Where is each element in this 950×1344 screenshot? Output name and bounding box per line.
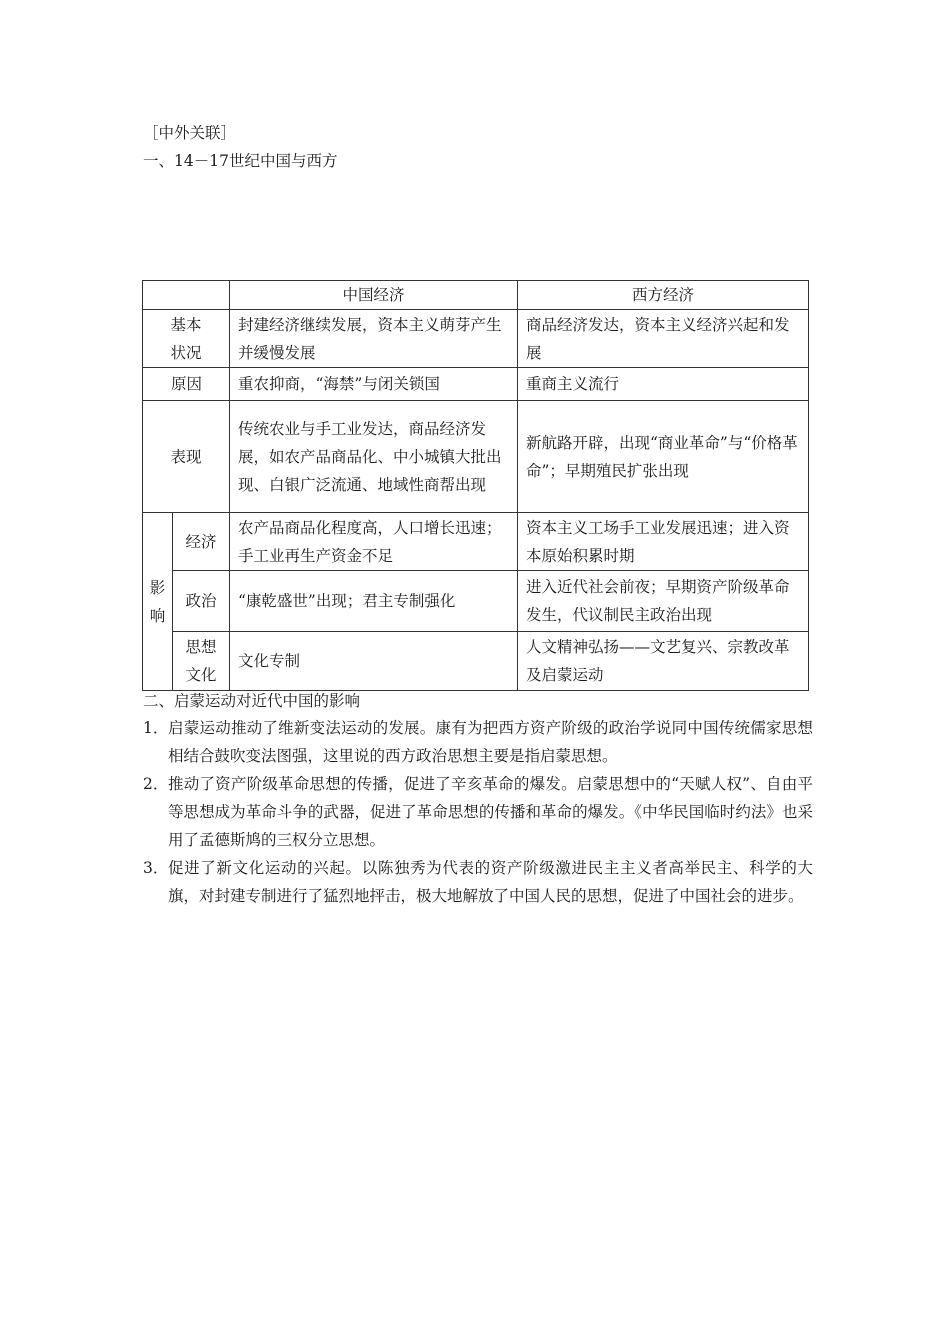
list-item (143, 714, 813, 770)
cell-basic-china: 封建经济继续发展，资本主义萌芽产生并缓慢发展 (230, 310, 518, 368)
row-label-basic: 基本状况 (143, 310, 230, 368)
section-tag: ［中外关联］ (143, 124, 237, 142)
section-2-title: 二、启蒙运动对近代中国的影响 (143, 692, 361, 710)
table-row-manifestation (143, 401, 809, 513)
row-label-thought: 思想文化 (173, 632, 230, 691)
cell-economy-china: 农产品商品化程度高，人口增长迅速；手工业再生产资金不足 (230, 513, 518, 571)
row-label-impact: 影响 (143, 513, 173, 691)
section-1-title: 一、14－17世纪中国与西方 (143, 152, 338, 170)
table-row-impact-economy (143, 513, 809, 571)
table-row-reason (143, 368, 809, 401)
header-china-economy: 中国经济 (230, 281, 518, 310)
row-label-manifestation: 表现 (143, 401, 230, 513)
cell-manifestation-west: 新航路开辟，出现“商业革命”与“价格革命”；早期殖民扩张出现 (518, 401, 809, 513)
comparison-table (142, 280, 809, 691)
cell-politics-west: 进入近代社会前夜；早期资产阶级革命发生，代议制民主政治出现 (518, 571, 809, 632)
impact-points-list (143, 714, 813, 910)
row-label-reason: 原因 (143, 368, 230, 401)
row-label-economy: 经济 (173, 513, 230, 571)
cell-politics-china: “康乾盛世”出现；君主专制强化 (230, 571, 518, 632)
list-item-number: 2． (143, 775, 169, 793)
list-item (143, 854, 813, 910)
list-item-number: 3． (143, 859, 169, 877)
table-header-row (143, 281, 809, 310)
table-row-impact-politics (143, 571, 809, 632)
list-item-text: 启蒙运动推动了维新变法运动的发展。康有为把西方资产阶级的政治学说同中国传统儒家思想相结合鼓吹变法图强，这里说的西方政治思想主要是指启蒙思想。 (168, 719, 813, 765)
cell-thought-west: 人文精神弘扬——文艺复兴、宗教改革及启蒙运动 (518, 632, 809, 691)
table-row-impact-thought (143, 632, 809, 691)
cell-reason-china: 重农抑商，“海禁”与闭关锁国 (230, 368, 518, 401)
table-row-basic (143, 310, 809, 368)
cell-reason-west: 重商主义流行 (518, 368, 809, 401)
list-item-number: 1． (143, 719, 169, 737)
cell-basic-west: 商品经济发达，资本主义经济兴起和发展 (518, 310, 809, 368)
list-item-text: 推动了资产阶级革命思想的传播，促进了辛亥革命的爆发。启蒙思想中的“天赋人权”、自由平等思想成为革命斗争的武器，促进了革命思想的传播和革命的爆发。《中华民国临时约法》也采用了孟德斯鸠的三权分立思想。 (168, 775, 813, 849)
cell-thought-china: 文化专制 (230, 632, 518, 691)
header-west-economy: 西方经济 (518, 281, 809, 310)
cell-manifestation-china: 传统农业与手工业发达，商品经济发展，如农产品商品化、中小城镇大批出现、白银广泛流通、地域性商帮出现 (230, 401, 518, 513)
cell-economy-west: 资本主义工场手工业发展迅速；进入资本原始积累时期 (518, 513, 809, 571)
row-label-politics: 政治 (173, 571, 230, 632)
list-item (143, 770, 813, 854)
table-corner-cell (143, 281, 230, 310)
list-item-text: 促进了新文化运动的兴起。以陈独秀为代表的资产阶级激进民主主义者高举民主、科学的大旗，对封建专制进行了猛烈地抨击，极大地解放了中国人民的思想，促进了中国社会的进步。 (168, 859, 813, 905)
